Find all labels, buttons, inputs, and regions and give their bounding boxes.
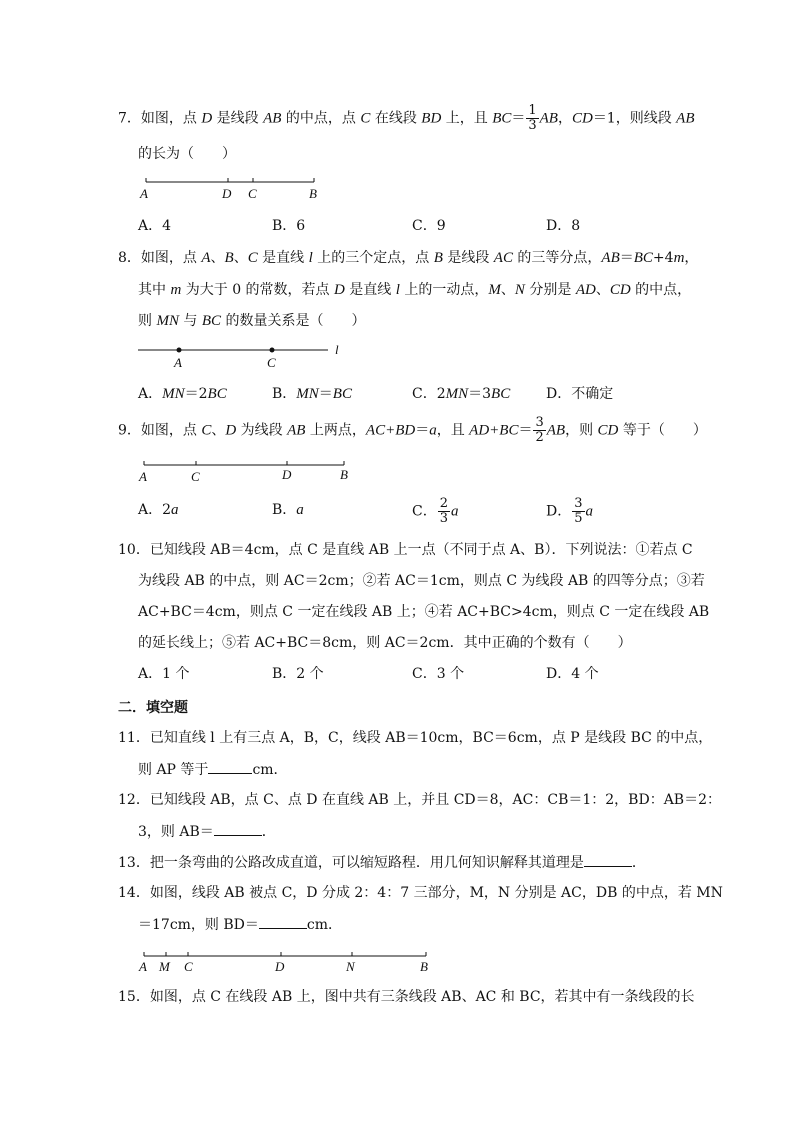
q10-option-a: A．1 个: [138, 666, 190, 682]
q10-option-b: B．2 个: [272, 666, 324, 682]
q7-fraction: $\frac{1}{3}$: [528, 103, 537, 133]
q10-line1: 10．已知线段 AB＝4cm，点 C 是直线 AB 上一点（不同于点 A、B）．下列说法：①若点 C: [118, 542, 693, 558]
q7-option-a: A．4: [138, 218, 172, 234]
q8-option-d: D．不确定: [546, 386, 614, 402]
q7-option-c: C．9: [412, 218, 446, 234]
q14-figure: [138, 950, 438, 980]
q10-option-c: C．3 个: [412, 666, 465, 682]
q14-label-m: M: [159, 959, 170, 974]
q7-label-c: C: [248, 186, 257, 201]
q14-label-b: B: [420, 959, 428, 974]
q13-answer-blank[interactable]: [584, 852, 632, 867]
q9-label-c: C: [191, 469, 200, 484]
q7-line2: 的长为（ ）: [138, 146, 236, 162]
q11-line2: 则 AP 等于 cm．: [138, 759, 288, 780]
q9-fraction: $\frac{3}{2}$: [535, 415, 544, 445]
q11-line1: 11．已知直线 l 上有三点 A，B，C，线段 AB＝10cm，BC＝6cm，点 P 是线段 BC 的中点，: [118, 730, 713, 746]
q10-line2: 为线段 AB 的中点，则 AC＝2cm；②若 AC＝1cm，则点 C 为线段 AB 的四等分点；③若: [138, 573, 705, 589]
q11-answer-blank[interactable]: [208, 759, 252, 774]
q7-figure: [138, 174, 338, 204]
q13-line1: 13．把一条弯曲的公路改成直道，可以缩短路程．用几何知识解释其道理是 ．: [118, 852, 646, 873]
q8-option-b: B．MN＝BC: [272, 386, 352, 402]
q14-line2: ＝17cm，则 BD＝ cm．: [138, 914, 342, 935]
q14-label-a: A: [139, 959, 147, 974]
q9-option-a: A．2a: [138, 502, 179, 518]
q8-label-l: l: [335, 342, 339, 357]
q7-option-b: B．6: [272, 218, 306, 234]
q14-label-d: D: [275, 959, 285, 974]
q12-line2: 3，则 AB＝ ．: [138, 821, 276, 842]
q8-label-a: A: [174, 355, 182, 370]
q14-answer-blank[interactable]: [259, 914, 307, 929]
q12-line1: 12．已知线段 AB，点 C、点 D 在直线 AB 上，并且 CD＝8，AC：CB＝1：2，BD：AB＝2：: [118, 792, 721, 808]
q8-option-a: A．MN＝2BC: [138, 386, 227, 402]
q9-option-b: B．a: [272, 502, 304, 518]
q9-figure: [138, 458, 358, 488]
q9-option-d: D． $\frac{3}{5}$ a: [546, 496, 594, 526]
q8-line3: 则 MN 与 BC 的数量关系是（ ）: [138, 313, 366, 329]
section-fill-in-heading: 二．填空题: [118, 700, 188, 716]
q8-line2: 其中 m 为大于 0 的常数，若点 D 是直线 l 上的一动点，M、N 分别是 AD、CD 的中点，: [138, 282, 692, 298]
q7-label-d: D: [222, 186, 232, 201]
q14-label-n: N: [346, 959, 355, 974]
q7-label-a: A: [140, 186, 148, 201]
q12-answer-blank[interactable]: [214, 821, 262, 836]
q9-line1: 9．如图，点 C、D 为线段 AB 上两点，AC+BD＝a，且 AD+BC＝ $\frac{3}{2}$ AB，则 CD 等于（ ）: [118, 415, 707, 445]
q9-label-d: D: [282, 467, 292, 482]
q8-option-c: C．2MN＝3BC: [412, 386, 511, 402]
q7-option-d: D．8: [546, 218, 581, 234]
q15-line1: 15．如图，点 C 在线段 AB 上，图中共有三条线段 AB、AC 和 BC，若其中有一条线段的长: [118, 989, 695, 1005]
q14-label-c: C: [184, 959, 193, 974]
q8-line1: 8．如图，点 A、B、C 是直线 l 上的三个定点，点 B 是线段 AC 的三等分点，AB＝BC+4m，: [118, 250, 699, 266]
q10-line3: AC+BC＝4cm，则点 C 一定在线段 AB 上；④若 AC+BC>4cm，则点 C 一定在线段 AB: [138, 604, 710, 620]
q7-label-b: B: [309, 186, 317, 201]
q10-option-d: D．4 个: [546, 666, 599, 682]
q14-line1: 14．如图，线段 AB 被点 C，D 分成 2：4：7 三部分，M，N 分别是 AC，DB 的中点，若 MN: [118, 885, 723, 901]
q7-line1: 7．如图，点 D 是线段 AB 的中点，点 C 在线段 BD 上，且 BC＝ $\frac{1}{3}$ AB，CD＝1，则线段 AB: [118, 103, 695, 133]
q9-label-b: B: [340, 467, 348, 482]
q9-label-a: A: [139, 469, 147, 484]
q8-label-c: C: [267, 355, 276, 370]
q9-option-c: C． $\frac{2}{3}$ a: [412, 496, 459, 526]
q8-figure: [138, 342, 358, 372]
q10-line4: 的延长线上；⑤若 AC+BC＝8cm，则 AC＝2cm．其中正确的个数有（ ）: [138, 635, 632, 651]
